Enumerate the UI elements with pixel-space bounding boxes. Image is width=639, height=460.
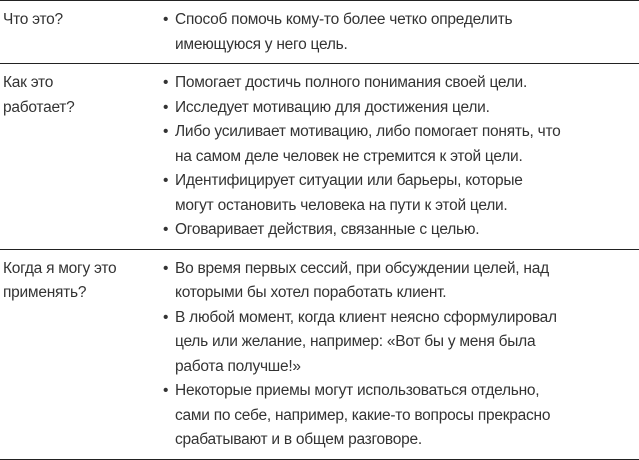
bullet-icon: •: [163, 98, 169, 116]
list-item-line: Во время первых сессий, при обсуждении целей, над: [175, 259, 549, 277]
list-item-line: срабатывают и в общем разговоре.: [175, 431, 422, 448]
bullet-list: [163, 257, 639, 453]
table-row: [0, 0, 639, 63]
row-label: [0, 8, 163, 57]
row-label-line: Когда я могу это: [3, 259, 117, 277]
bullet-icon: •: [163, 172, 169, 189]
list-item-line: имеющуюся у него цель.: [175, 35, 348, 53]
bullet-icon: •: [163, 221, 169, 238]
list-item-line: цель или желание, например: «Вот бы у меня была: [175, 333, 536, 350]
list-item-line: которыми бы хотел поработать клиент.: [175, 284, 447, 301]
list-item-line: Некоторые приемы могут использоваться отдельно,: [175, 382, 540, 399]
bullet-icon: •: [163, 74, 169, 91]
list-item: [163, 169, 639, 218]
list-item-line: Помогает достичь полного понимания своей цели.: [175, 74, 528, 91]
list-item-line: могут остановить человека на пути к этой цели.: [175, 196, 508, 214]
row-label: [0, 257, 163, 453]
table-row: [0, 249, 639, 460]
row-label-line: применять?: [3, 284, 87, 301]
list-item: [163, 257, 639, 306]
list-item-line: Исследует мотивацию для достижения цели.: [175, 98, 490, 116]
row-label-line: Что это?: [3, 11, 63, 28]
table-row: [0, 63, 639, 249]
bullet-icon: •: [163, 308, 169, 326]
bullet-icon: •: [163, 123, 169, 140]
list-item-line: на самом деле человек не стремится к этой цели.: [175, 147, 523, 165]
bullet-list: [163, 8, 639, 57]
row-label-line: Как это: [3, 74, 54, 91]
bullet-list: [163, 71, 639, 243]
list-item-line: Либо усиливает мотивацию, либо помогает понять, что: [175, 123, 561, 140]
list-item-line: сами по себе, например, какие-то вопросы прекрасно: [175, 406, 551, 424]
list-item: [163, 71, 639, 96]
list-item: [163, 8, 639, 57]
list-item: [163, 379, 639, 453]
list-item: [163, 218, 639, 243]
bullet-icon: •: [163, 11, 169, 28]
list-item: [163, 96, 639, 121]
row-label: [0, 71, 163, 243]
list-item-line: Идентифицирует ситуации или барьеры, которые: [175, 172, 523, 189]
list-item-line: В любой момент, когда клиент неясно сформулировал: [175, 308, 557, 326]
list-item: [163, 306, 639, 380]
list-item-line: Способ помочь кому-то более четко определить: [175, 11, 513, 28]
list-item-line: Оговаривает действия, связанные с целью.: [175, 221, 480, 238]
bullet-icon: •: [163, 259, 169, 277]
list-item-line: работа получше!»: [175, 357, 301, 375]
row-label-line: работает?: [3, 98, 75, 116]
list-item: [163, 120, 639, 169]
bullet-icon: •: [163, 382, 169, 399]
